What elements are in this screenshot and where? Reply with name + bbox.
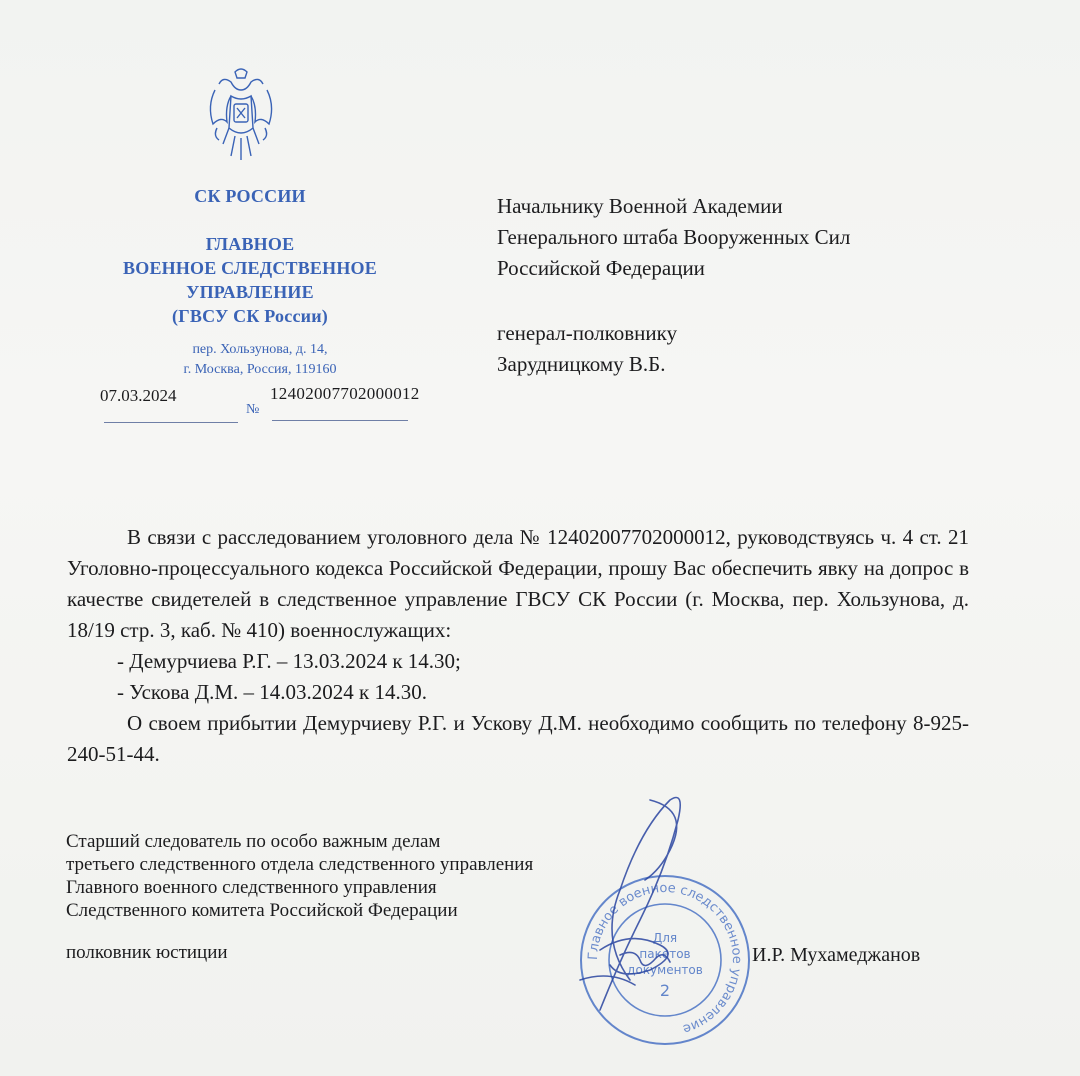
document-number: 12402007702000012 (270, 384, 420, 403)
department-line: ГЛАВНОЕ (205, 234, 295, 254)
svg-text:Главное военное следственное у: Главное военное следственное управление (585, 880, 745, 1037)
body-paragraph: О своем прибытии Демурчиеву Р.Г. и Ускову Д.М. необходимо сообщить по телефону 8-925-240-51-44. (67, 711, 969, 766)
handwritten-signature (560, 780, 710, 1020)
department-name (100, 232, 400, 328)
witness-item: - Демурчиева Р.Г. – 13.03.2024 к 14.30; (117, 649, 461, 673)
coat-of-arms-emblem (205, 66, 277, 166)
addressee-rank-name (497, 318, 677, 380)
number-underline (272, 420, 408, 421)
witness-item: - Ускова Д.М. – 14.03.2024 к 14.30. (117, 680, 427, 704)
org-address (140, 340, 380, 380)
svg-text:документов: документов (627, 963, 703, 977)
svg-text:Для: Для (652, 931, 678, 945)
org-short-name: СК РОССИИ (194, 186, 306, 206)
svg-text:пакетов: пакетов (639, 947, 691, 961)
addressee-rank: генерал-полковнику (497, 321, 678, 345)
date-underline (104, 422, 238, 423)
position-line: Главного военного следственного управления (66, 877, 437, 898)
addressee-name: Зарудницкому В.Б. (497, 352, 666, 376)
address-line: г. Москва, Россия, 119160 (183, 362, 337, 377)
signer-name: И.Р. Мухамеджанов (752, 944, 921, 966)
addressee-line: Российской Федерации (497, 256, 705, 280)
addressee-line: Генерального штаба Вооруженных Сил (497, 225, 851, 249)
signer-position (66, 830, 533, 922)
position-line: Старший следователь по особо важным делам (66, 831, 441, 852)
letter-body (67, 522, 969, 770)
body-paragraph: В связи с расследованием уголовного дела № 12402007702000012, руководствуясь ч. 4 ст. 21 Уголовно-процессуального кодекса Российской Федерации, прошу Вас обеспечить явку на допрос в качестве свидетелей в следственное управление ГВСУ СК России (г. Москва, пер. Хользунова, д. 18/19 стр. 3, каб. № 410) военнослужащих: (67, 525, 969, 642)
department-line: (ГВСУ СК России) (172, 306, 328, 326)
svg-text:2: 2 (659, 981, 671, 1000)
department-line: УПРАВЛЕНИЕ (186, 282, 314, 302)
addressee-block (497, 191, 850, 284)
address-line: пер. Хользунова, д. 14, (192, 342, 328, 357)
addressee-line: Начальнику Военной Академии (497, 194, 783, 218)
position-line: третьего следственного отдела следственного управления (66, 854, 534, 875)
signer-rank: полковник юстиции (66, 942, 228, 963)
number-sign: № (246, 402, 260, 417)
document-date: 07.03.2024 (100, 386, 177, 405)
position-line: Следственного комитета Российской Федерации (66, 900, 458, 921)
department-line: ВОЕННОЕ СЛЕДСТВЕННОЕ (123, 258, 377, 278)
